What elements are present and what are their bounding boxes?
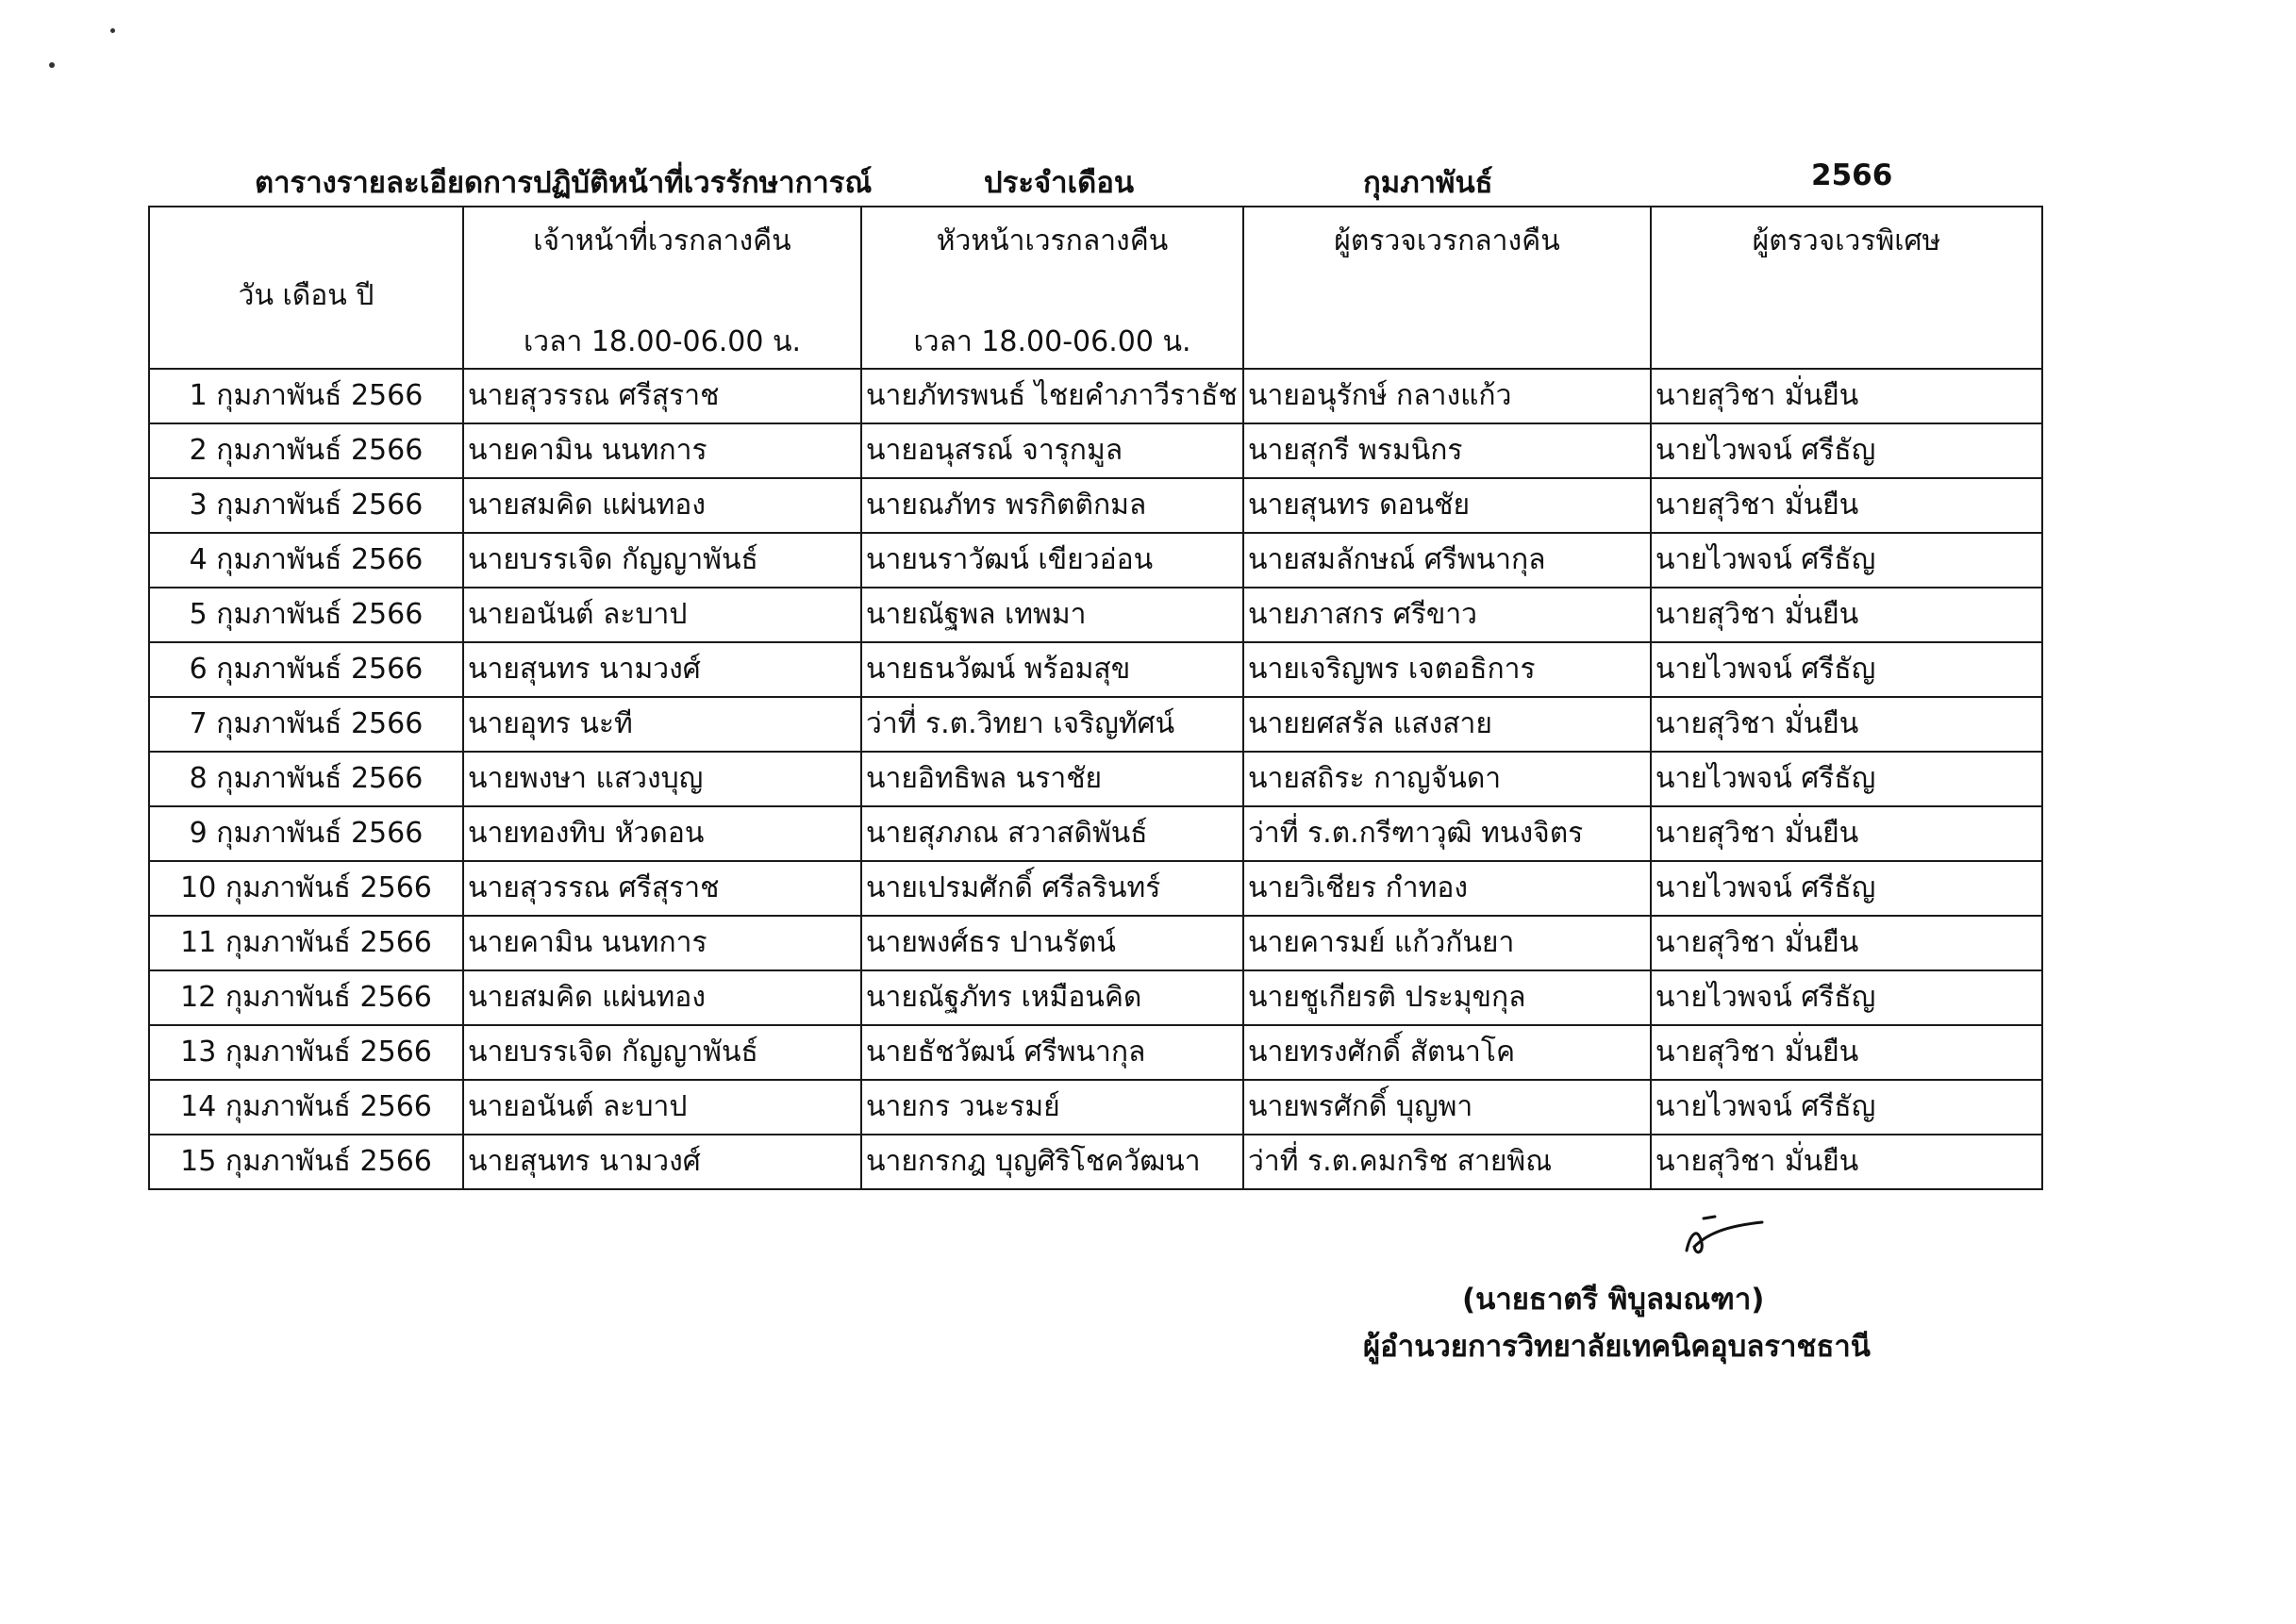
cell-night-head: นายกรกฎ บุญศิริโชควัฒนา bbox=[861, 1135, 1243, 1189]
table-row bbox=[149, 1080, 2042, 1135]
cell-date: 3 กุมภาพันธ์ 2566 bbox=[149, 478, 463, 533]
table-row bbox=[149, 1135, 2042, 1189]
signatory-name: (นายธาตรี พิบูลมณฑา) bbox=[1462, 1283, 1765, 1317]
header-officer-label: เจ้าหน้าที่เวรกลางคืน bbox=[533, 224, 791, 257]
cell-special-inspector: นายไวพจน์ ศรีธัญ bbox=[1651, 861, 2042, 916]
table-header-row bbox=[149, 207, 2042, 369]
cell-special-inspector: นายไวพจน์ ศรีธัญ bbox=[1651, 642, 2042, 697]
cell-night-head: นายธัชวัฒน์ ศรีพนากุล bbox=[861, 1025, 1243, 1080]
cell-special-inspector: นายสุวิชา มั่นยืน bbox=[1651, 369, 2042, 423]
cell-date: 11 กุมภาพันธ์ 2566 bbox=[149, 916, 463, 970]
cell-night-officer: นายทองทิบ หัวดอน bbox=[463, 806, 861, 861]
cell-special-inspector: นายสุวิชา มั่นยืน bbox=[1651, 1025, 2042, 1080]
cell-date: 1 กุมภาพันธ์ 2566 bbox=[149, 369, 463, 423]
signatory-title: ผู้อำนวยการวิทยาลัยเทคนิคอุบลราชธานี bbox=[1363, 1330, 1871, 1364]
table-row bbox=[149, 916, 2042, 970]
month-label: ประจำเดือน bbox=[984, 166, 1135, 200]
cell-night-inspector: นายวิเชียร กำทอง bbox=[1243, 861, 1651, 916]
header-special-label: ผู้ตรวจเวรพิเศษ bbox=[1752, 224, 1941, 257]
header-inspector bbox=[1243, 207, 1651, 369]
header-date bbox=[149, 207, 463, 369]
cell-night-officer: นายสมคิด แผ่นทอง bbox=[463, 970, 861, 1025]
cell-night-inspector: นายคารมย์ แก้วกันยา bbox=[1243, 916, 1651, 970]
cell-date: 15 กุมภาพันธ์ 2566 bbox=[149, 1135, 463, 1189]
cell-special-inspector: นายไวพจน์ ศรีธัญ bbox=[1651, 1080, 2042, 1135]
year-value: 2566 bbox=[1811, 158, 1893, 192]
cell-date: 8 กุมภาพันธ์ 2566 bbox=[149, 752, 463, 806]
table-row bbox=[149, 861, 2042, 916]
cell-night-inspector: นายเจริญพร เจตอธิการ bbox=[1243, 642, 1651, 697]
scan-speck bbox=[110, 28, 115, 33]
cell-date: 4 กุมภาพันธ์ 2566 bbox=[149, 533, 463, 588]
header-special bbox=[1651, 207, 2042, 369]
table-row bbox=[149, 1025, 2042, 1080]
table-body bbox=[149, 369, 2042, 1189]
cell-night-officer: นายสุวรรณ ศรีสุราช bbox=[463, 861, 861, 916]
table-row bbox=[149, 970, 2042, 1025]
cell-date: 10 กุมภาพันธ์ 2566 bbox=[149, 861, 463, 916]
cell-date: 2 กุมภาพันธ์ 2566 bbox=[149, 423, 463, 478]
cell-night-officer: นายอุทร นะที bbox=[463, 697, 861, 752]
cell-night-head: นายอิทธิพล นราชัย bbox=[861, 752, 1243, 806]
cell-special-inspector: นายสุวิชา มั่นยืน bbox=[1651, 916, 2042, 970]
cell-night-inspector: นายยศสรัล แสงสาย bbox=[1243, 697, 1651, 752]
table-row bbox=[149, 423, 2042, 478]
cell-night-inspector: นายชูเกียรติ ประมุขกุล bbox=[1243, 970, 1651, 1025]
cell-night-inspector: นายทรงศักดิ์ สัตนาโค bbox=[1243, 1025, 1651, 1080]
cell-night-head: นายเปรมศักดิ์ ศรีลรินทร์ bbox=[861, 861, 1243, 916]
cell-special-inspector: นายไวพจน์ ศรีธัญ bbox=[1651, 423, 2042, 478]
cell-night-head: นายธนวัฒน์ พร้อมสุข bbox=[861, 642, 1243, 697]
cell-night-inspector: ว่าที่ ร.ต.คมกริช สายพิณ bbox=[1243, 1135, 1651, 1189]
cell-night-inspector: นายภาสกร ศรีขาว bbox=[1243, 588, 1651, 642]
cell-night-officer: นายคามิน นนทการ bbox=[463, 916, 861, 970]
cell-night-officer: นายสุนทร นามวงศ์ bbox=[463, 1135, 861, 1189]
document-title: ตารางรายละเอียดการปฏิบัติหน้าที่เวรรักษาการณ์ bbox=[255, 166, 873, 200]
cell-date: 13 กุมภาพันธ์ 2566 bbox=[149, 1025, 463, 1080]
cell-date: 12 กุมภาพันธ์ 2566 bbox=[149, 970, 463, 1025]
table-row bbox=[149, 533, 2042, 588]
header-officer-time: เวลา 18.00-06.00 น. bbox=[523, 325, 802, 358]
table-row bbox=[149, 369, 2042, 423]
cell-night-head: นายณัฐพล เทพมา bbox=[861, 588, 1243, 642]
cell-date: 14 กุมภาพันธ์ 2566 bbox=[149, 1080, 463, 1135]
table-row bbox=[149, 806, 2042, 861]
cell-night-head: นายนราวัฒน์ เขียวอ่อน bbox=[861, 533, 1243, 588]
header-date-label: วัน เดือน ปี bbox=[238, 279, 374, 312]
cell-night-inspector: นายพรศักดิ์ บุญพา bbox=[1243, 1080, 1651, 1135]
cell-night-officer: นายบรรเจิด กัญญาพันธ์ bbox=[463, 533, 861, 588]
cell-night-officer: นายสุวรรณ ศรีสุราช bbox=[463, 369, 861, 423]
cell-special-inspector: นายสุวิชา มั่นยืน bbox=[1651, 806, 2042, 861]
duty-roster-table bbox=[148, 206, 2043, 1190]
table-row bbox=[149, 697, 2042, 752]
cell-night-head: นายณัฐภัทร เหมือนคิด bbox=[861, 970, 1243, 1025]
header-officer bbox=[463, 207, 861, 369]
header-inspector-label: ผู้ตรวจเวรกลางคืน bbox=[1334, 224, 1560, 257]
cell-night-head: นายพงศ์ธร ปานรัตน์ bbox=[861, 916, 1243, 970]
cell-night-officer: นายอนันต์ ละบาป bbox=[463, 1080, 861, 1135]
cell-night-head: นายอนุสรณ์ จารุกมูล bbox=[861, 423, 1243, 478]
header-head-time: เวลา 18.00-06.00 น. bbox=[913, 325, 1191, 358]
cell-night-officer: นายสุนทร นามวงศ์ bbox=[463, 642, 861, 697]
cell-special-inspector: นายสุวิชา มั่นยืน bbox=[1651, 588, 2042, 642]
cell-night-head: นายณภัทร พรกิตติกมล bbox=[861, 478, 1243, 533]
cell-night-inspector: นายสมลักษณ์ ศรีพนากุล bbox=[1243, 533, 1651, 588]
cell-special-inspector: นายสุวิชา มั่นยืน bbox=[1651, 478, 2042, 533]
signature-scribble bbox=[1670, 1205, 1773, 1262]
cell-special-inspector: นายสุวิชา มั่นยืน bbox=[1651, 1135, 2042, 1189]
month-value: กุมภาพันธ์ bbox=[1363, 166, 1493, 200]
table-row bbox=[149, 642, 2042, 697]
cell-night-officer: นายบรรเจิด กัญญาพันธ์ bbox=[463, 1025, 861, 1080]
cell-special-inspector: นายไวพจน์ ศรีธัญ bbox=[1651, 752, 2042, 806]
cell-date: 9 กุมภาพันธ์ 2566 bbox=[149, 806, 463, 861]
cell-night-head: นายกร วนะรมย์ bbox=[861, 1080, 1243, 1135]
scan-speck bbox=[49, 62, 55, 68]
document-title-row bbox=[151, 158, 2038, 206]
header-head bbox=[861, 207, 1243, 369]
cell-night-inspector: ว่าที่ ร.ต.กรีฑาวุฒิ ทนงจิตร bbox=[1243, 806, 1651, 861]
table-row bbox=[149, 588, 2042, 642]
cell-night-head: นายภัทรพนธ์ ไชยคำภาวีราธัช bbox=[861, 369, 1243, 423]
cell-night-head: นายสุภภณ สวาสดิพันธ์ bbox=[861, 806, 1243, 861]
table-row bbox=[149, 752, 2042, 806]
cell-special-inspector: นายสุวิชา มั่นยืน bbox=[1651, 697, 2042, 752]
cell-date: 6 กุมภาพันธ์ 2566 bbox=[149, 642, 463, 697]
cell-night-head: ว่าที่ ร.ต.วิทยา เจริญทัศน์ bbox=[861, 697, 1243, 752]
cell-date: 5 กุมภาพันธ์ 2566 bbox=[149, 588, 463, 642]
cell-night-inspector: นายสุกรี พรมนิกร bbox=[1243, 423, 1651, 478]
cell-special-inspector: นายไวพจน์ ศรีธัญ bbox=[1651, 533, 2042, 588]
cell-night-officer: นายอนันต์ ละบาป bbox=[463, 588, 861, 642]
cell-night-inspector: นายสุนทร ดอนชัย bbox=[1243, 478, 1651, 533]
header-head-label: หัวหน้าเวรกลางคืน bbox=[936, 224, 1169, 257]
cell-night-officer: นายสมคิด แผ่นทอง bbox=[463, 478, 861, 533]
table-row bbox=[149, 478, 2042, 533]
cell-night-officer: นายคามิน นนทการ bbox=[463, 423, 861, 478]
cell-night-inspector: นายอนุรักษ์ กลางแก้ว bbox=[1243, 369, 1651, 423]
cell-date: 7 กุมภาพันธ์ 2566 bbox=[149, 697, 463, 752]
cell-special-inspector: นายไวพจน์ ศรีธัญ bbox=[1651, 970, 2042, 1025]
cell-night-inspector: นายสถิระ กาญจันดา bbox=[1243, 752, 1651, 806]
cell-night-officer: นายพงษา แสวงบุญ bbox=[463, 752, 861, 806]
